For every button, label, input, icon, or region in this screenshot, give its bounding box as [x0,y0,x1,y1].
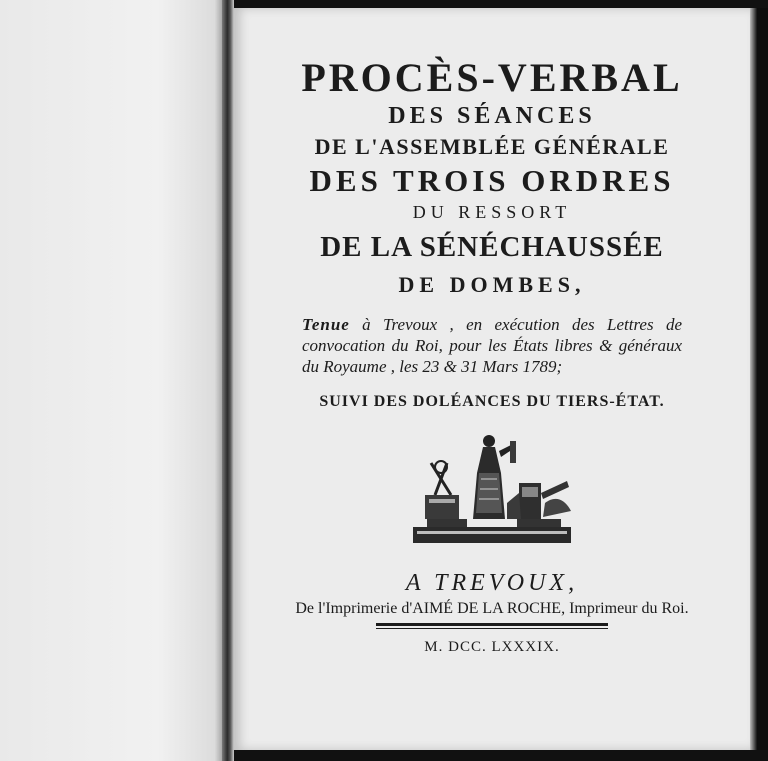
publication-date: M. DCC. LXXXIX. [424,639,560,655]
title-line-3: DE L'ASSEMBLÉE GÉNÉRALE [314,134,670,159]
description-lead: Tenue [302,315,350,334]
imprint-city: A TREVOUX, [405,570,579,596]
rule-thick [376,623,608,626]
description-text: à Trevoux , en exécution des Lettres de convocation du Roi, pour les États libres & généraux du Royaume , les 23 & 31 Mars 1789; [302,315,682,376]
imprint-printer: De l'Imprimerie d'AIMÉ DE LA ROCHE, Imprimeur du Roi. [295,600,689,617]
title-line-4: DES TROIS ORDRES [309,163,675,198]
title-line-5: DU RESSORT [412,202,572,222]
subtitle: SUIVI DES DOLÉANCES DU TIERS-ÉTAT. [319,393,665,410]
double-rule [376,623,608,629]
title-line-1: PROCÈS-VERBAL [301,55,683,100]
description-paragraph [302,314,682,377]
page-edge [750,8,768,750]
title-line-7: DE DOMBES, [398,272,586,297]
book-gutter [222,0,234,761]
printer-emblem-icon [407,433,577,549]
title-line-2: DES SÉANCES [388,103,596,129]
left-page [0,0,226,761]
title-page-content [234,8,750,656]
rule-thin [376,628,608,629]
title-line-6: DE LA SÉNÉCHAUSSÉE [320,231,664,263]
